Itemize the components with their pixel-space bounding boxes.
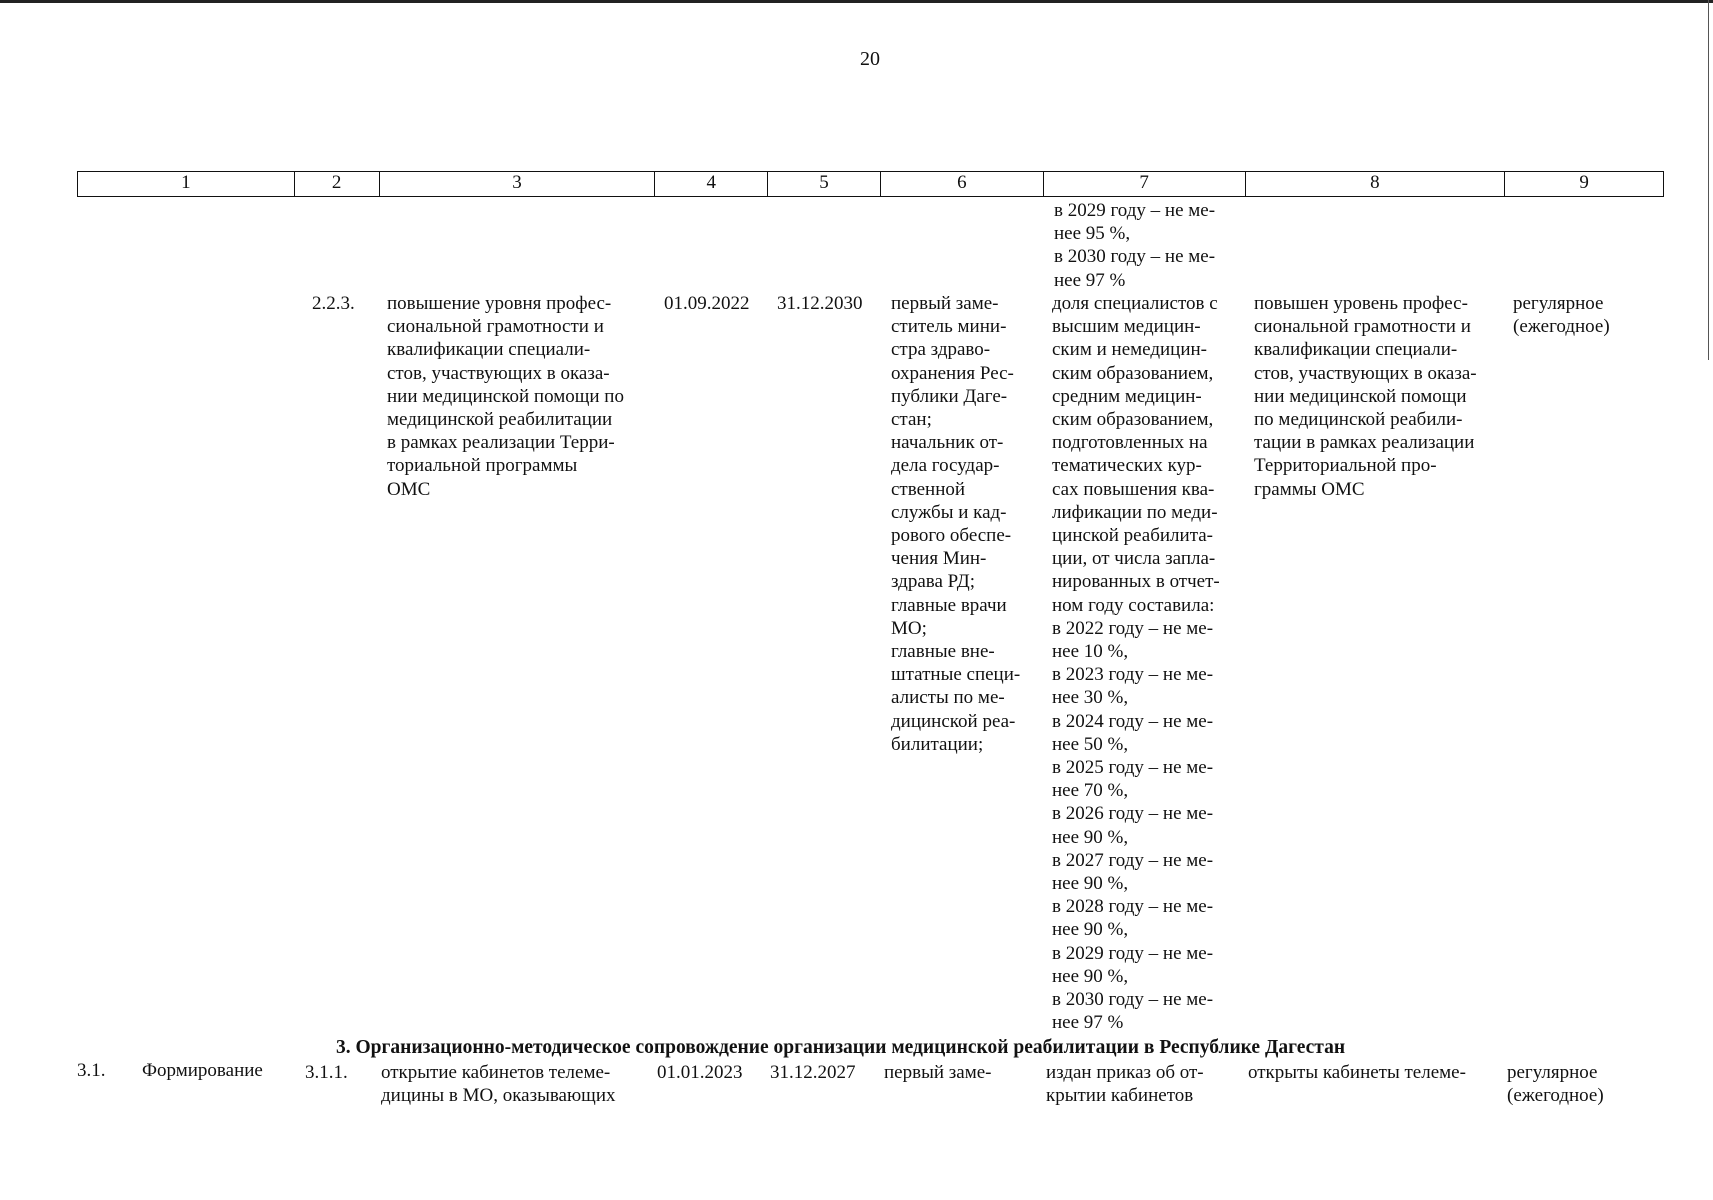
row-3-1-number: 3.1.	[77, 1060, 106, 1081]
row-3-1-1-start-date: 01.01.2023	[657, 1062, 743, 1083]
header-col-1: 1	[78, 172, 295, 196]
scan-right-edge	[1708, 0, 1709, 360]
table-header-row	[77, 171, 1664, 197]
header-col-8: 8	[1246, 172, 1506, 196]
row-3-1-1-end-date: 31.12.2027	[770, 1062, 856, 1083]
header-col-6: 6	[881, 172, 1044, 196]
row-2-2-3-activity: повышение уровня профес- сиональной грамотности и квалификации специали- стов, участвующих в оказа- нии медицинской помощи по медицинской реабилитации в рамках реализации Терри- ториальной программы ОМС	[387, 293, 624, 500]
row-3-1-name: Формирование	[142, 1060, 263, 1081]
row-3-1-1-frequency: регулярное (ежегодное)	[1507, 1062, 1604, 1107]
row-2-2-3-number: 2.2.3.	[312, 293, 355, 314]
row-3-1-1-responsible: первый заме-	[884, 1062, 992, 1083]
row-3-1-1-indicator: издан приказ об от- крытии кабинетов	[1046, 1062, 1204, 1107]
header-col-9: 9	[1579, 172, 1589, 193]
page-number: 20	[860, 48, 880, 70]
header-col-2: 2	[295, 172, 380, 196]
row-3-1-1-number: 3.1.1.	[305, 1062, 348, 1083]
row-2-2-3-result: повышен уровень профес- сиональной грамотности и квалификации специали- стов, участвующих в оказа- нии медицинской помощи по медицинской реабили- тации в рамках реализации Территориальной про- граммы ОМС	[1254, 293, 1477, 500]
row-2-2-3-end-date: 31.12.2030	[777, 293, 863, 314]
header-col-5: 5	[768, 172, 881, 196]
row-2-2-3-frequency: регулярное (ежегодное)	[1513, 293, 1610, 338]
section-3-heading: 3. Организационно-методическое сопровождение организации медицинской реабилитации в Республике Дагестан	[336, 1037, 1346, 1058]
row-3-1-1-activity: открытие кабинетов телеме- дицины в МО, оказывающих	[381, 1062, 616, 1107]
header-col-3: 3	[380, 172, 656, 196]
header-col-7: 7	[1044, 172, 1246, 196]
scan-top-edge	[0, 0, 1713, 3]
row-2-2-3-responsible: первый заме- ститель мини- стра здраво- охранения Рес- публики Даге- стан; начальник от- дела государ- ственной службы и кад- рового обеспе- чения Мин- здрава РД; главные врачи МО; главные вне- штатные специ- алисты по ме- дицинской реа- билитации;	[891, 293, 1021, 755]
row-3-1-1-result: открыты кабинеты телеме-	[1248, 1062, 1466, 1083]
continued-indicator-text: в 2029 году – не ме- нее 95 %, в 2030 году – не ме- нее 97 %	[1054, 200, 1216, 291]
row-2-2-3-start-date: 01.09.2022	[664, 293, 750, 314]
row-2-2-3-indicator: доля специалистов с высшим медицин- ским и немедицин- ским образованием, средним медицин- ским образованием, подготовленных на тематических кур- сах повышения ква- лификации по меди- цинской реабилита- ции, от числа запла- нированных в отчет- ном году составила: в 2022 году – не ме- нее 10 %, в 2023 году – не ме- нее 30 %, в 2024 году – не ме- нее 50 %, в 2025 году – не ме- нее 70 %, в 2026 году – не ме- нее 90 %, в 2027 году – не ме- нее 90 %, в 2028 году – не ме- нее 90 %, в 2029 году – не ме- нее 90 %, в 2030 году – не ме- нее 97 %	[1052, 293, 1220, 1034]
header-col-4: 4	[655, 172, 768, 196]
